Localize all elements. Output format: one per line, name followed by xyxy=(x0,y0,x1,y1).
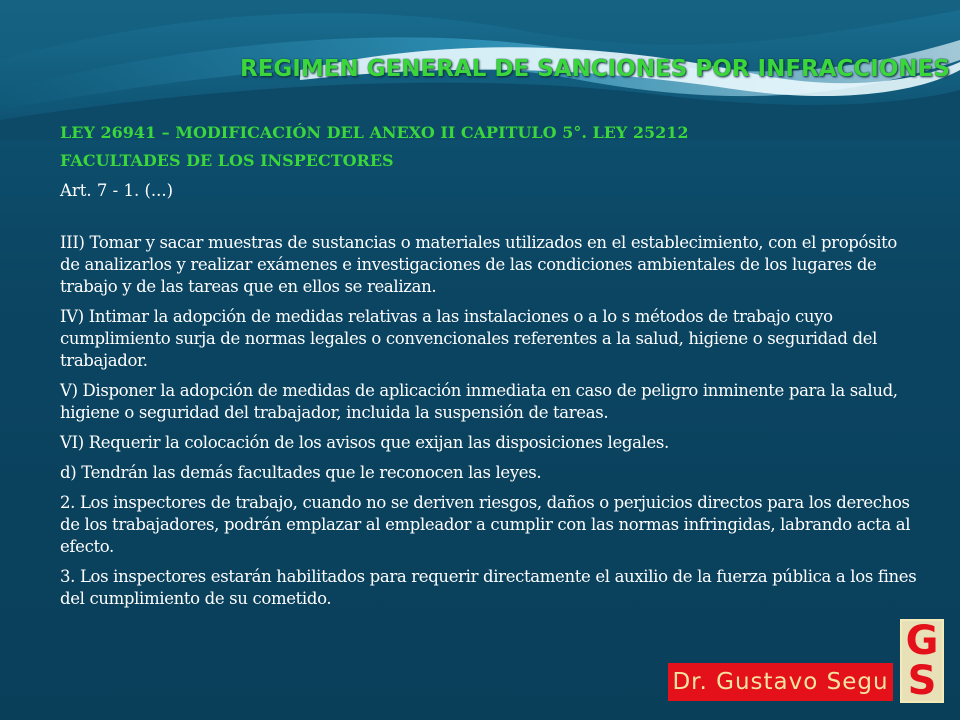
paragraph-iv: IV) Intimar la adopción de medidas relativas a las instalaciones o a lo s métodos de trabajo cuyo cumplimiento surja de normas legales o convencionales referentes a la salud, higiene o seguridad del trabajador. xyxy=(60,307,878,370)
author-signature: Dr. Gustavo Segu xyxy=(668,663,893,701)
slide-title: REGIMEN GENERAL DE SANCIONES POR INFRACCIONES xyxy=(240,56,950,82)
paragraph-2: 2. Los inspectores de trabajo, cuando no se deriven riesgos, daños o perjuicios directos para los derechos de los trabajadores, podrán emplazar al empleador a cumplir con las normas infringidas, labrando acta al efecto. xyxy=(60,493,911,556)
logo-letter-s: S xyxy=(907,658,937,704)
logo-letter-g: G xyxy=(905,618,939,664)
paragraph-3: 3. Los inspectores estarán habilitados para requerir directamente el auxilio de la fuerza pública a los fines del cumplimiento de su cometido. xyxy=(60,567,917,608)
paragraph-v: V) Disponer la adopción de medidas de aplicación inmediata en caso de peligro inminente para la salud, higiene o seguridad del trabajador, incluida la suspensión de tareas. xyxy=(60,381,898,422)
gs-logo xyxy=(900,619,944,703)
law-heading: LEY 26941 – MODIFICACIÓN DEL ANEXO II CAPITULO 5°. LEY 25212 xyxy=(60,123,689,142)
paragraph-vi: VI) Requerir la colocación de los avisos que exijan las disposiciones legales. xyxy=(60,433,669,452)
paragraph-d: d) Tendrán las demás facultades que le reconocen las leyes. xyxy=(60,463,542,482)
article-reference: Art. 7 - 1. (...) xyxy=(60,181,174,200)
slide-body xyxy=(60,122,920,618)
paragraph-iii: III) Tomar y sacar muestras de sustancias o materiales utilizados en el establecimiento, con el propósito de analizarlos y realizar exámenes e investigaciones de las condiciones ambientales de los lugares de trabajo y de las tareas que en ellos se realizan. xyxy=(60,233,897,296)
section-heading: FACULTADES DE LOS INSPECTORES xyxy=(60,151,394,170)
